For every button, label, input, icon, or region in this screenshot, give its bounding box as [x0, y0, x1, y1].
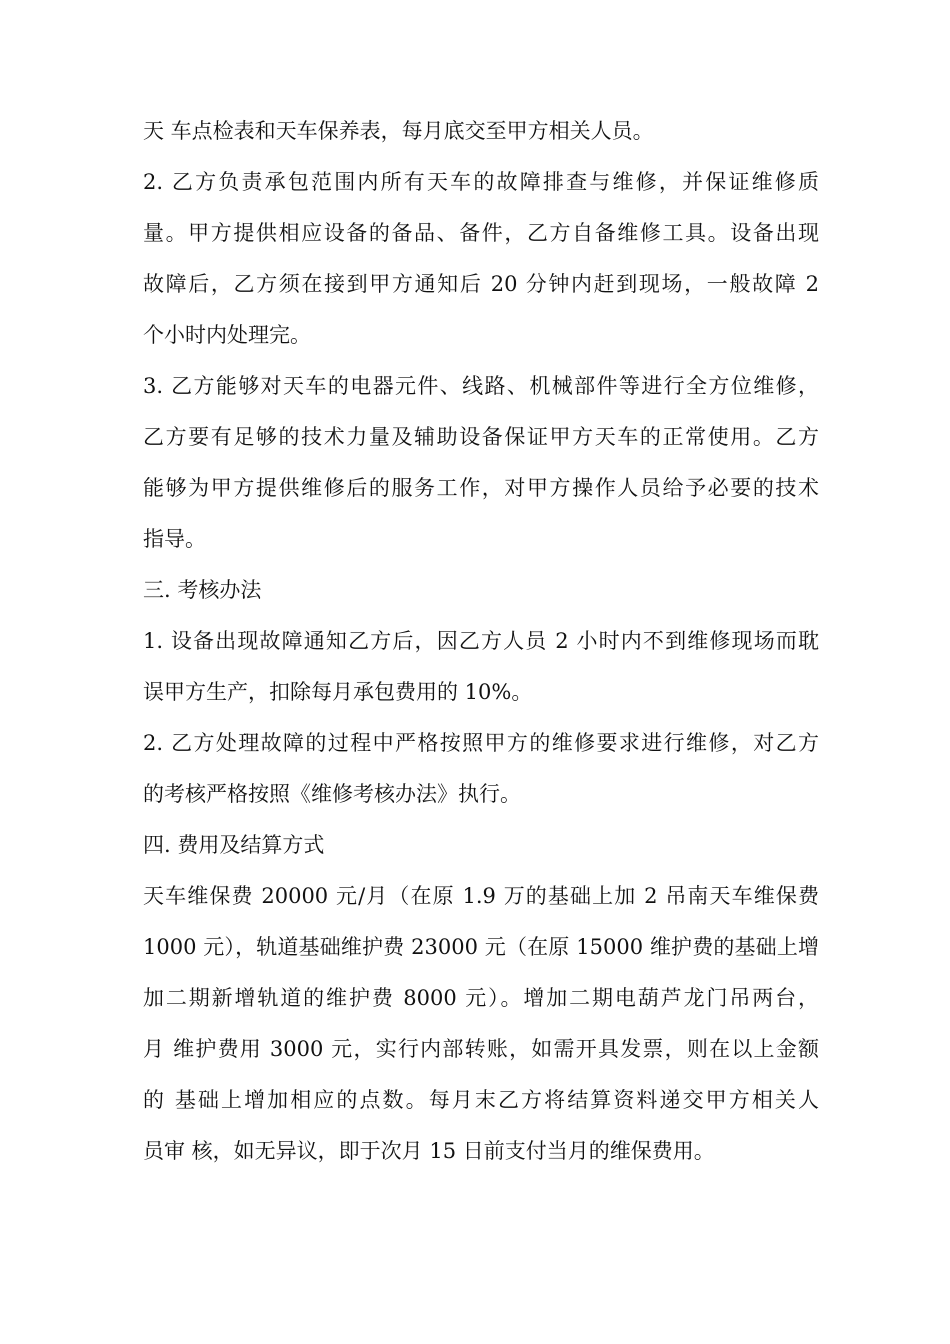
text-line: 2. 乙方处理故障的过程中严格按照甲方的维修要求进行维修，对乙方: [143, 731, 819, 755]
text-line: 个小时内处理完。: [143, 323, 311, 347]
paragraph: [143, 616, 819, 718]
text-line: 四. 费用及结算方式: [143, 833, 325, 857]
text-line: 的考核严格按照《维修考核办法》执行。: [143, 782, 521, 806]
paragraph: [143, 871, 819, 1177]
text-line: 1000 元），轨道基础维护费 23000 元（在原 15000 维护费的基础上增: [143, 935, 819, 959]
text-line: 三. 考核办法: [143, 578, 262, 602]
text-line: 量。甲方提供相应设备的备品、备件，乙方自备维修工具。设备出现: [143, 221, 819, 245]
paragraph: [143, 718, 819, 820]
text-line: 月 维护费用 3000 元，实行内部转账，如需开具发票，则在以上金额: [143, 1037, 819, 1061]
document-body: [143, 106, 819, 1177]
text-line: 误甲方生产，扣除每月承包费用的 10%。: [143, 680, 533, 704]
section-heading: [143, 820, 819, 871]
text-line: 故障后，乙方须在接到甲方通知后 20 分钟内赶到现场，一般故障 2: [143, 272, 819, 296]
paragraph: [143, 361, 819, 565]
paragraph: [143, 106, 819, 157]
text-line: 指导。: [143, 527, 206, 551]
text-line: 的 基础上增加相应的点数。每月末乙方将结算资料递交甲方相关人: [143, 1088, 819, 1112]
text-line: 天 车点检表和天车保养表，每月底交至甲方相关人员。: [143, 119, 654, 143]
text-line: 乙方要有足够的技术力量及辅助设备保证甲方天车的正常使用。乙方: [143, 425, 819, 449]
text-line: 能够为甲方提供维修后的服务工作，对甲方操作人员给予必要的技术: [143, 476, 819, 500]
text-line: 3. 乙方能够对天车的电器元件、线路、机械部件等进行全方位维修，: [143, 374, 819, 398]
paragraph: [143, 157, 819, 361]
text-line: 1. 设备出现故障通知乙方后，因乙方人员 2 小时内不到维修现场而耽: [143, 629, 819, 653]
text-line: 员审 核，如无异议，即于次月 15 日前支付当月的维保费用。: [143, 1139, 715, 1163]
text-line: 加二期新增轨道的维护费 8000 元）。增加二期电葫芦龙门吊两台，: [143, 986, 819, 1010]
text-line: 天车维保费 20000 元/月（在原 1.9 万的基础上加 2 吊南天车维保费: [143, 884, 819, 908]
section-heading: [143, 565, 819, 616]
text-line: 2. 乙方负责承包范围内所有天车的故障排查与维修，并保证维修质: [143, 170, 819, 194]
